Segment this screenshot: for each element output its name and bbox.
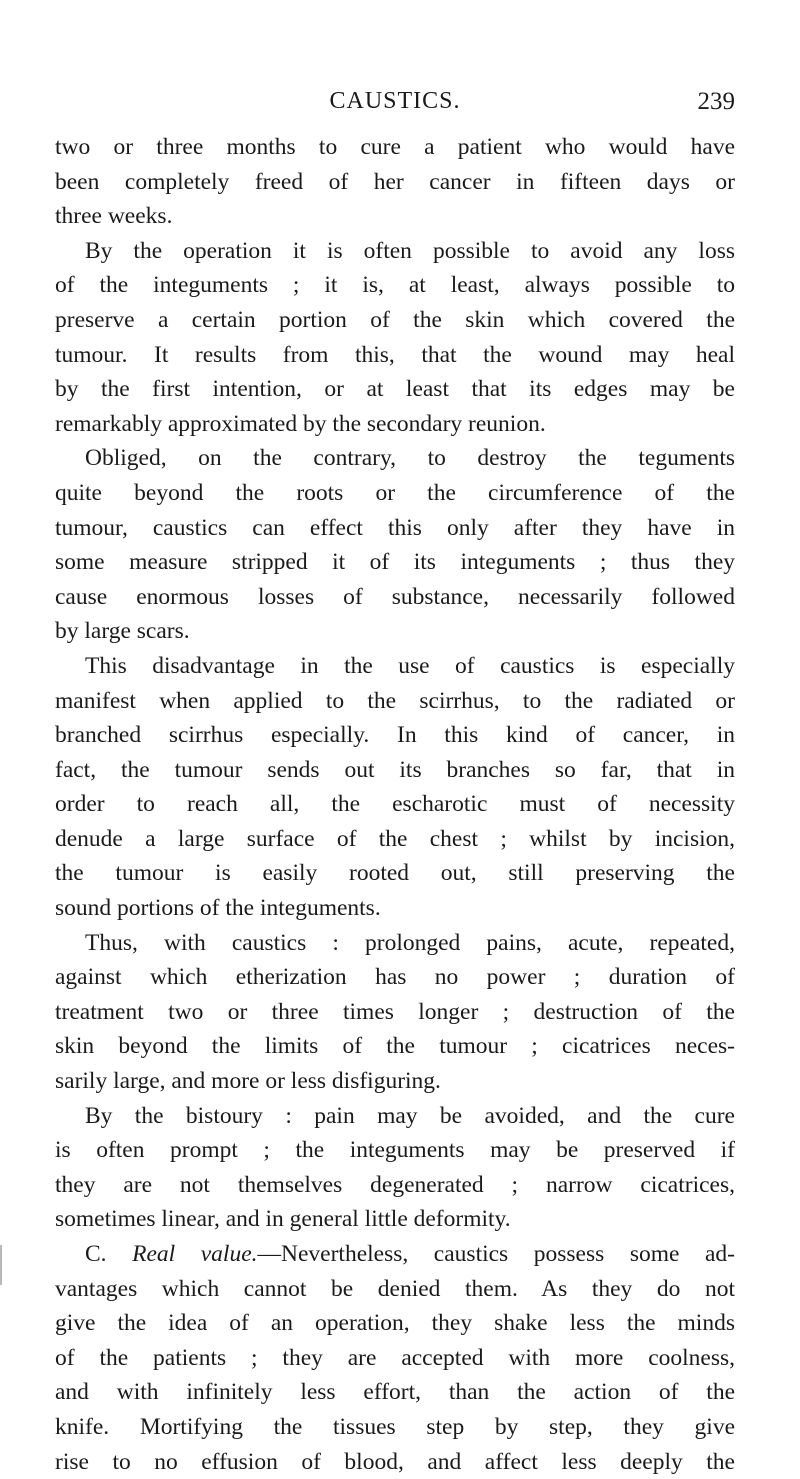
page-number: 239 [697, 88, 735, 115]
body-text [55, 130, 735, 1479]
text-line: is often prompt ; the integuments may be preserved if [55, 1137, 735, 1164]
page-edge-mark [0, 1245, 2, 1285]
text-line: preserve a certain portion of the skin which covered the [55, 306, 735, 333]
text-line: and with infinitely less effort, than the action of the [55, 1379, 735, 1406]
text-line: give the idea of an operation, they shake less the minds [55, 1310, 735, 1337]
running-head [55, 88, 735, 120]
text-line: rise to no effusion of blood, and affect less deeply the [55, 1448, 735, 1475]
section-heading: Real value. [132, 1241, 258, 1267]
text-line: skin beyond the limits of the tumour ; cicatrices neces- [55, 1033, 735, 1060]
running-title: CAUSTICS. [329, 88, 461, 114]
text-line: against which etherization has no power ; duration of [55, 964, 735, 991]
text-line: the tumour is easily rooted out, still preserving the [55, 860, 735, 887]
text-line: branched scirrhus especially. In this kind of cancer, in [55, 722, 735, 749]
text-line: This disadvantage in the use of caustics is especially [85, 652, 735, 679]
text-line: two or three months to cure a patient who would have [55, 134, 735, 160]
text-line: by the first intention, or at least that its edges may be [55, 376, 735, 403]
text-line: sometimes linear, and in general little deformity. [55, 1206, 511, 1233]
text-line: remarkably approximated by the secondary reunion. [55, 410, 546, 437]
text-line: tumour. It results from this, that the wound may heal [55, 341, 735, 368]
text-line: sarily large, and more or less disfiguring. [55, 1068, 441, 1095]
text-line: by large scars. [55, 618, 190, 645]
text-line: manifest when applied to the scirrhus, to the radiated or [55, 687, 735, 714]
text-line: Obliged, on the contrary, to destroy the teguments [85, 445, 735, 472]
text-line: fact, the tumour sends out its branches so far, that in [55, 756, 735, 783]
text-line: By the bistoury : pain may be avoided, and the cure [85, 1102, 735, 1129]
text-line: some measure stripped it of its integuments ; thus they [55, 549, 735, 576]
text-line: quite beyond the roots or the circumference of the [55, 479, 735, 506]
section-text: —Nevertheless, caustics possess some ad- [257, 1241, 735, 1267]
text-line: order to reach all, the escharotic must of necessity [55, 791, 735, 818]
text-line: sound portions of the integuments. [55, 895, 381, 922]
text-line: they are not themselves degenerated ; narrow cicatrices, [55, 1171, 735, 1198]
text-line: denude a large surface of the chest ; whilst by incision, [55, 825, 735, 852]
text-line: of the integuments ; it is, at least, always possible to [55, 272, 735, 299]
text-line: Thus, with caustics : prolonged pains, acute, repeated, [85, 929, 735, 956]
text-line: treatment two or three times longer ; destruction of the [55, 998, 735, 1025]
text-line: vantages which cannot be denied them. As they do not [55, 1275, 735, 1302]
text-line: By the operation it is often possible to avoid any loss [85, 237, 735, 264]
section-c-line [55, 1237, 735, 1272]
text-line: three weeks. [55, 203, 173, 230]
section-letter: C. [85, 1241, 107, 1267]
text-line: knife. Mortifying the tissues step by step, they give [55, 1413, 735, 1440]
text-line: cause enormous losses of substance, necessarily followed [55, 583, 735, 610]
text-line: tumour, caustics can effect this only after they have in [55, 514, 735, 541]
text-line: been completely freed of her cancer in fifteen days or [55, 168, 735, 195]
text-line: of the patients ; they are accepted with more coolness, [55, 1344, 735, 1371]
